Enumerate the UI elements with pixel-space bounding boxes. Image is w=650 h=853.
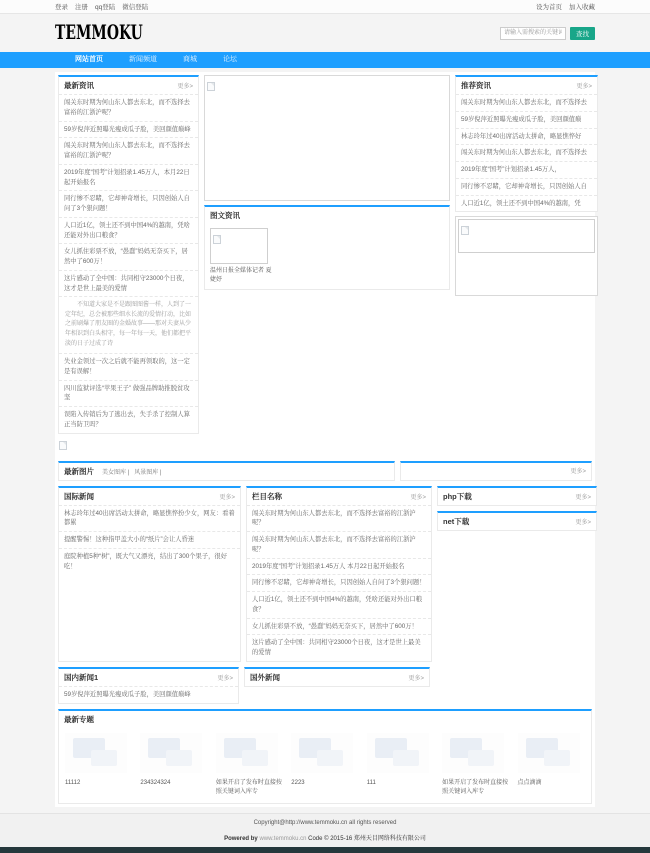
photo-caption[interactable]: 温州日报全媒体记者 夏婕妤 <box>210 268 272 283</box>
nav-item[interactable]: 论坛 <box>223 56 237 63</box>
main-area <box>0 68 650 813</box>
more-link[interactable]: 更多> <box>575 519 591 526</box>
broken-image-icon <box>207 82 215 91</box>
bottom-bar <box>0 847 650 853</box>
row-latest-pics <box>58 461 592 481</box>
topics-header <box>59 711 591 728</box>
news-item[interactable]: 四川监狱评选“苹果王子” 做强品牌助推脱贫攻坚 <box>59 380 198 407</box>
topics-list <box>59 728 591 803</box>
intl-news-list <box>59 505 240 575</box>
recommend-list <box>456 94 597 211</box>
foreign-news-box <box>244 667 430 687</box>
latest-news-list <box>59 94 198 296</box>
more-link[interactable]: 更多> <box>410 494 426 501</box>
news-item[interactable]: 林志玲年过40出席活动太拼命，略显憔悴好 <box>456 128 597 145</box>
php-download-box <box>437 486 597 506</box>
topic-card[interactable] <box>140 733 207 797</box>
more-link[interactable]: 更多> <box>576 84 592 90</box>
more-link[interactable]: 更多> <box>408 675 424 682</box>
topic-card[interactable] <box>518 733 585 797</box>
photo-thumb <box>210 228 268 264</box>
news-item[interactable]: 59岁倪萍近照曝光瘦成瓜子脸，美回颜值巅 <box>456 111 597 128</box>
utility-link[interactable]: 微信登陆 <box>122 4 149 11</box>
more-link[interactable]: 更多> <box>219 494 235 501</box>
news-item[interactable]: 2019年度“国考”计划招录1.45万人， <box>456 161 597 178</box>
utility-link[interactable]: 登录 <box>55 4 68 11</box>
topic-card[interactable] <box>65 733 132 797</box>
topic-caption: 如果开启了发布时直接按照关键词入库专 <box>442 779 509 795</box>
news-item[interactable]: 这片感动了全中国：共同相守23000个日夜，这才是世上最美的爱情 <box>59 270 198 297</box>
topic-image-placeholder <box>291 733 353 773</box>
utility-link[interactable]: 加入收藏 <box>569 4 595 11</box>
news-item[interactable]: 59岁倪萍近照曝光瘦成瓜子脸，美回颜值巅峰 <box>59 686 238 703</box>
utility-left-links <box>55 2 148 11</box>
banner-slider[interactable] <box>204 75 450 201</box>
intl-news-box <box>58 486 241 662</box>
column-box <box>246 486 432 662</box>
news-item[interactable]: 闯关东时期为何山东人都去东北，而不选择去富裕的江浙沪呢？ <box>59 94 198 121</box>
site-logo[interactable]: TEMMOKU <box>55 21 143 45</box>
php-download-header <box>438 488 596 505</box>
net-download-header <box>438 513 596 530</box>
column-header <box>247 488 431 505</box>
pic-tab[interactable]: 美女图库 | <box>102 469 130 476</box>
foreign-news-header <box>245 669 429 686</box>
utility-link[interactable]: 注册 <box>75 4 88 11</box>
section-title: 最新专题 <box>64 714 94 724</box>
topic-image-placeholder <box>442 733 504 773</box>
news-item[interactable]: 林志玲年过40出席活动太拼命，略显憔悴扮少女，网友：看着都累 <box>59 505 240 532</box>
more-link[interactable]: 更多> <box>570 468 586 475</box>
section-title: 最新图片 <box>64 466 94 476</box>
news-item[interactable]: 提醒警惕！这种指甲盖大小的“纸片”会让人昏迷 <box>59 531 240 548</box>
latest-pics-more-header <box>401 463 591 478</box>
domestic-news-header <box>59 669 238 686</box>
nav-item[interactable]: 网站首页 <box>75 56 103 63</box>
photo-news-card[interactable] <box>205 224 449 289</box>
latest-pics-box <box>58 461 395 481</box>
news-item[interactable]: 闯关东时期为何山东人都去东北，而不选择去富裕的江浙沪呢？ <box>59 137 198 164</box>
domestic-news-box <box>58 667 239 704</box>
section-title: 图文资讯 <box>210 211 240 220</box>
section-title: php下载 <box>443 491 472 501</box>
powered-url-link[interactable]: www.temmoku.cn <box>259 835 307 842</box>
news-item[interactable]: 女儿抓住彩票不放，“愚蠢”妈妈无奈买下，居然中了600万！ <box>59 243 198 270</box>
side-ad-image[interactable] <box>458 219 595 253</box>
topic-caption: 2223 <box>291 779 305 786</box>
section-title: 栏目名称 <box>252 491 282 501</box>
nav-item[interactable]: 商城 <box>183 56 197 63</box>
row-top <box>58 75 592 457</box>
news-item[interactable]: 人口近1亿，领土还不到中国4%的越南，凭啥还能对外出口粮食？ <box>59 217 198 244</box>
topic-caption: 234324324 <box>140 779 171 786</box>
news-item[interactable]: 2019年度“国考”计划招录1.45万人 本月22日起开始报名 <box>247 558 431 575</box>
news-item[interactable]: 这片感动了全中国：共同相守23000个日夜，这才是世上最美的爱情 <box>247 634 431 661</box>
topic-caption: 111 <box>366 779 376 786</box>
news-item[interactable]: 闯关东时期为何山东人都去东北，而不选择去富裕的江浙沪呢？ <box>247 531 431 558</box>
powered-prefix: Powered by <box>224 835 258 842</box>
center-column <box>204 75 450 457</box>
content-wrapper <box>55 72 595 807</box>
topic-caption: 11112 <box>65 779 81 786</box>
topic-caption: 点点滴滴 <box>517 779 542 786</box>
latest-news-extra-list <box>59 353 198 433</box>
recommend-header <box>456 77 597 94</box>
latest-news-box <box>58 75 199 434</box>
row-domestic-foreign <box>58 667 592 704</box>
latest-news-column <box>58 75 199 457</box>
news-item[interactable]: 同行惨不忍睹，它却神奇增长，只因创始人自 <box>456 178 597 195</box>
topic-card[interactable] <box>216 733 283 797</box>
news-item[interactable]: 误陷入传销后为了逃出去，失手杀了控制人算正当防卫吗？ <box>59 406 198 433</box>
news-item[interactable]: 失业金领过一次之后就不能再领取的，这一定是有误解！ <box>59 353 198 380</box>
main-nav <box>0 52 650 68</box>
topic-card[interactable] <box>442 733 509 797</box>
copyright-text: Copyright@http://www.temmoku.cn all rights reserved <box>253 819 397 826</box>
download-column <box>437 486 597 662</box>
section-title: 国外新闻 <box>250 672 280 682</box>
news-summary: 不知道大家是不是跟图图酱一样，人到了一定年纪，总会被那些细水长流的爱情打动，比如之前刷爆了朋友圈的金婚故事——那对夫妻从少年相识到白头相守，每一年每一天，他们都把平淡的日子过成了诗 <box>59 296 198 353</box>
news-item[interactable]: 同行惨不忍睹，它却神奇增长，只因创始人自问了3个狠问题！ <box>247 574 431 591</box>
section-title: net下载 <box>443 516 470 526</box>
pic-tabs <box>102 467 389 476</box>
latest-news-header <box>59 77 198 94</box>
news-item[interactable]: 59岁倪萍近照曝光瘦成瓜子脸，美回颜值巅峰 <box>59 121 198 138</box>
news-item[interactable]: 闯关东时期为何山东人都去东北，而不选择去 <box>456 94 597 111</box>
topic-card[interactable] <box>367 733 434 797</box>
utility-link[interactable]: qq登陆 <box>95 4 116 11</box>
search-button[interactable]: 查找 <box>570 27 595 40</box>
intl-news-header <box>59 488 240 505</box>
news-item[interactable]: 人口近1亿，领土还不到中国4%的越南，凭啥还能对外出口粮食？ <box>247 591 431 618</box>
news-item[interactable]: 女儿抓住彩票不放，“愚蠢”妈妈无奈买下，居然中了600万！ <box>247 618 431 635</box>
section-title: 国际新闻 <box>64 491 94 501</box>
topic-image-placeholder <box>65 733 127 773</box>
search-bar <box>500 27 595 40</box>
topics-box <box>58 709 592 804</box>
powered-rest: Code © 2015-16 郑州天目网络科技有限公司 <box>308 835 426 842</box>
pic-tab[interactable]: 风景图库 | <box>134 469 162 476</box>
news-item[interactable]: 闯关东时期为何山东人都去东北，而不选择去富裕的江浙沪呢？ <box>247 505 431 532</box>
news-item[interactable]: 2019年度“国考”计划招录1.45万人，本月22日起开始报名 <box>59 164 198 191</box>
more-link[interactable]: 更多> <box>575 494 591 501</box>
broken-image-icon <box>213 235 221 244</box>
news-item[interactable]: 人口近1亿，领土还不到中国4%的越南，凭 <box>456 195 597 212</box>
utility-bar <box>0 0 650 14</box>
powered-by-text <box>0 833 650 842</box>
utility-link[interactable]: 设为首页 <box>536 4 562 11</box>
topic-card[interactable] <box>291 733 358 797</box>
latest-pics-more-box <box>400 461 592 481</box>
nav-item[interactable]: 新闻频道 <box>129 56 157 63</box>
recommend-box <box>455 75 598 212</box>
section-title: 推荐资讯 <box>461 81 491 90</box>
more-link[interactable]: 更多> <box>217 675 233 682</box>
news-item[interactable]: 同行惨不忍睹，它却神奇增长，只因创始人自问了3个狠问题！ <box>59 190 198 217</box>
stray-image-placeholder <box>59 437 199 455</box>
news-item[interactable]: 庭院种植5种“树”，既大气又漂亮，结出了300个果子，很好吃！ <box>59 548 240 575</box>
side-ad-box <box>455 216 598 296</box>
section-title: 国内新闻1 <box>64 672 99 682</box>
recommend-column <box>455 75 598 457</box>
topic-image-placeholder <box>518 733 580 773</box>
section-title: 最新资讯 <box>64 81 94 90</box>
site-header <box>0 14 650 52</box>
news-item[interactable]: 闯关东时期为何山东人都去东北，而不选择去 <box>456 144 597 161</box>
row-news-columns <box>58 486 592 662</box>
search-input[interactable] <box>500 27 566 40</box>
more-link[interactable]: 更多> <box>177 84 193 90</box>
topic-image-placeholder <box>216 733 278 773</box>
photo-news-box <box>204 205 450 290</box>
utility-right-links <box>536 2 595 11</box>
topic-image-placeholder <box>140 733 202 773</box>
topic-image-placeholder <box>367 733 429 773</box>
photo-news-header <box>205 207 449 224</box>
column-list <box>247 505 431 661</box>
net-download-box <box>437 511 597 531</box>
footer <box>0 813 650 847</box>
broken-image-icon <box>59 441 67 450</box>
topic-caption: 如果开启了发布时直接按照关键词入库专 <box>215 779 282 795</box>
domestic-news-list <box>59 686 238 703</box>
latest-pics-header <box>59 463 394 480</box>
broken-image-icon <box>461 226 469 235</box>
